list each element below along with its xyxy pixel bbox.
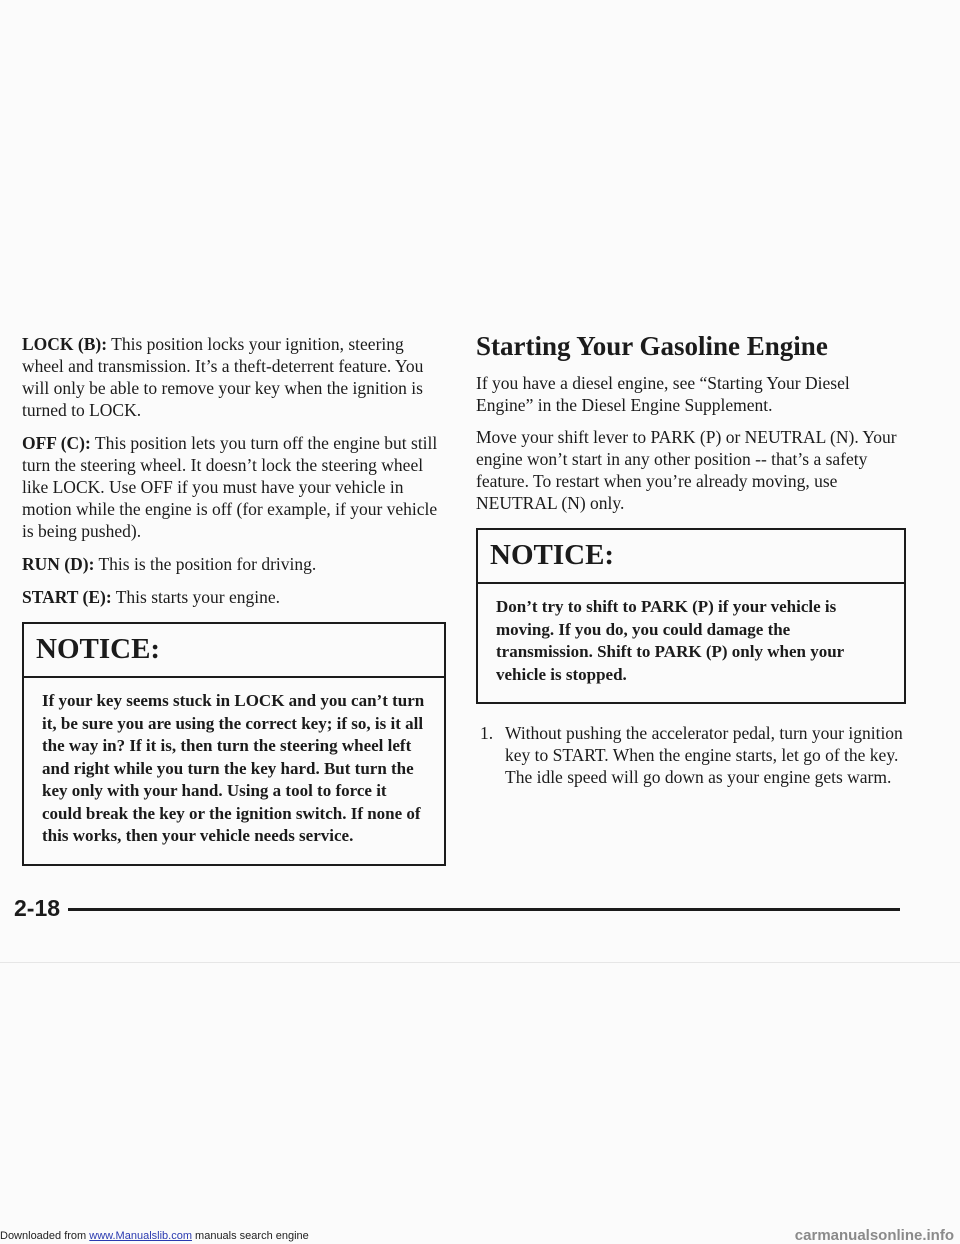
step-1: [476, 722, 906, 788]
park-notice-box: [476, 528, 906, 704]
park-notice-title: NOTICE:: [478, 530, 904, 584]
step-1-number: 1.: [480, 723, 494, 743]
shift-lever-paragraph: Move your shift lever to PARK (P) or NEUTRAL (N). Your engine won’t start in any other position -- that’s a safety feature. To restart when you’re already moving, use NEUTRAL (N) only.: [476, 427, 897, 513]
run-text: This is the position for driving.: [94, 554, 317, 574]
start-paragraph: [22, 586, 446, 608]
step-1-text: Without pushing the accelerator pedal, turn your ignition key to START. When the engine starts, let go of the key. The idle speed will go down as your engine gets warm.: [505, 723, 903, 787]
start-text: This starts your engine.: [111, 587, 280, 607]
download-suffix: manuals search engine: [191, 1230, 309, 1242]
section-heading: Starting Your Gasoline Engine: [476, 331, 828, 361]
watermark: carmanualsonline.info: [794, 1227, 954, 1244]
park-notice-body: Don’t try to shift to PARK (P) if your vehicle is moving. If you do, you could damage the transmission. Shift to PARK (P) only when your vehicle is stopped.: [496, 597, 844, 684]
left-column: [22, 333, 446, 866]
run-paragraph: [22, 553, 446, 575]
lock-text: This position locks your ignition, steering wheel and transmission. It’s a theft-deterrent feature. You will only be able to remove your key when the ignition is turned to LOCK.: [22, 334, 424, 420]
off-paragraph: [22, 432, 446, 542]
start-term: START (E):: [22, 587, 112, 607]
page-number: 2-18: [14, 895, 61, 921]
diesel-paragraph: If you have a diesel engine, see “Starting Your Diesel Engine” in the Diesel Engine Supplement.: [476, 373, 850, 415]
lock-paragraph: [22, 333, 446, 421]
key-notice-title: NOTICE:: [24, 624, 444, 678]
key-notice-box: [22, 622, 446, 866]
scan-line: [0, 962, 960, 963]
lock-term: LOCK (B):: [22, 334, 108, 354]
footer-rule: [68, 908, 900, 911]
off-text: This position lets you turn off the engine but still turn the steering wheel. It doesn’t lock the steering wheel like LOCK. Use OFF if you must have your vehicle in motion while the engine is off (for example, if your vehicle is being pushed).: [22, 433, 438, 541]
manualslib-link[interactable]: www.Manualslib.com: [89, 1230, 192, 1242]
run-term: RUN (D):: [22, 554, 95, 574]
off-term: OFF (C):: [22, 433, 91, 453]
right-column: [476, 330, 906, 788]
download-bar: [0, 1230, 309, 1242]
key-notice-body: If your key seems stuck in LOCK and you can’t turn it, be sure you are using the correct key; if so, is it all the way in? If it is, then turn the steering wheel left and right while you turn the key hard. But turn the key only with your hand. Using a tool to force it could break the key or the ignition switch. If none of this works, then your vehicle needs service.: [42, 691, 425, 845]
download-prefix: Downloaded from: [0, 1230, 90, 1242]
